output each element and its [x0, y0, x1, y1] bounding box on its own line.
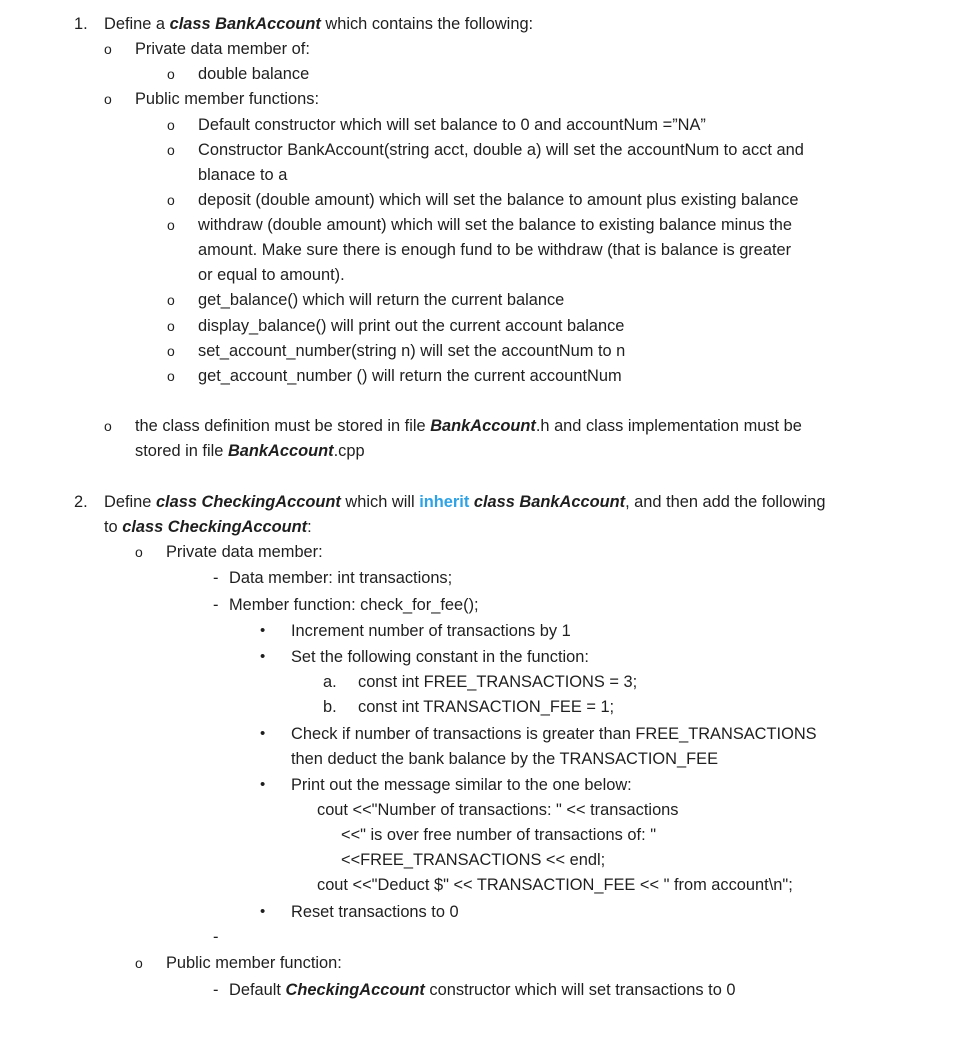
constant-line: const int FREE_TRANSACTIONS = 3; [358, 673, 638, 691]
file-note-cont [135, 441, 365, 461]
circle-bullet: o [167, 368, 175, 384]
circle-bullet: o [135, 544, 143, 560]
alpha-marker: b. [323, 698, 337, 716]
text-run: to [104, 518, 123, 536]
private-label: Private data member: [166, 543, 323, 561]
circle-bullet: o [167, 117, 175, 133]
disc-bullet: • [260, 903, 266, 920]
code-line: <<" is over free number of transactions of: " [341, 826, 657, 844]
dash-bullet: - [213, 928, 219, 946]
step-item: Reset transactions to 0 [291, 903, 459, 921]
step-item: Set the following constant in the function: [291, 648, 589, 666]
function-item-cont: amount. Make sure there is enough fund to be withdraw (that is balance is greater [198, 241, 792, 259]
class-name: class BankAccount [169, 15, 321, 33]
section2-heading [104, 492, 826, 512]
circle-bullet: o [167, 292, 175, 308]
text-run: stored in file [135, 442, 228, 460]
private-label: Private data member of: [135, 40, 310, 58]
text-run: which will [340, 493, 420, 511]
step-item: Check if number of transactions is greater than FREE_TRANSACTIONS [291, 725, 817, 743]
circle-bullet: o [135, 955, 143, 971]
text-run: Define a [104, 15, 170, 33]
circle-bullet: o [104, 41, 112, 57]
circle-bullet: o [167, 66, 175, 82]
dash-bullet: - [213, 981, 219, 999]
function-item-cont: or equal to amount). [198, 266, 345, 284]
function-item: set_account_number(string n) will set the accountNum to n [198, 342, 626, 360]
public-label: Public member functions: [135, 90, 320, 108]
list-number: 2. [74, 493, 88, 511]
text-run: which contains the following: [320, 15, 534, 33]
step-item-cont: then deduct the bank balance by the TRANSACTION_FEE [291, 750, 718, 768]
class-name: CheckingAccount [285, 981, 425, 999]
step-item: Print out the message similar to the one below: [291, 776, 632, 794]
circle-bullet: o [167, 217, 175, 233]
function-item: Constructor BankAccount(string acct, double a) will set the accountNum to acct and [198, 141, 804, 159]
data-member-line: Data member: int transactions; [229, 569, 453, 587]
class-name: class BankAccount [473, 493, 626, 511]
function-item: get_balance() which will return the current balance [198, 291, 565, 309]
text-run: the class definition must be stored in file [135, 417, 431, 435]
code-line: cout <<"Deduct $" << TRANSACTION_FEE << " from account\n"; [317, 876, 793, 894]
circle-bullet: o [167, 318, 175, 334]
function-item: get_account_number () will return the current accountNum [198, 367, 622, 385]
class-name: class CheckingAccount [155, 493, 341, 511]
circle-bullet: o [104, 91, 112, 107]
text-run: .cpp [333, 442, 365, 460]
constructor-line [229, 980, 735, 1000]
class-name: class CheckingAccount [122, 518, 308, 536]
text-run: .h and class implementation must be [535, 417, 802, 435]
public-label: Public member function: [166, 954, 342, 972]
code-line: cout <<"Number of transactions: " << transactions [317, 801, 679, 819]
text-run: Default [229, 981, 286, 999]
constant-line: const int TRANSACTION_FEE = 1; [358, 698, 615, 716]
function-item: display_balance() will print out the current account balance [198, 317, 625, 335]
function-item-cont: blanace to a [198, 166, 288, 184]
disc-bullet: • [260, 776, 266, 793]
code-line: <<FREE_TRANSACTIONS << endl; [341, 851, 606, 869]
text-run: Define [104, 493, 156, 511]
member-function-line: Member function: check_for_fee(); [229, 596, 479, 614]
disc-bullet: • [260, 622, 266, 639]
function-item: deposit (double amount) which will set the balance to amount plus existing balance [198, 191, 799, 209]
text-run: constructor which will set transactions to 0 [424, 981, 736, 999]
function-item: withdraw (double amount) which will set the balance to existing balance minus the [198, 216, 793, 234]
file-note [135, 416, 802, 436]
section2-heading-cont [104, 517, 312, 537]
list-number: 1. [74, 15, 88, 33]
inherit-link[interactable]: inherit [419, 493, 470, 511]
text-run: , and then add the following [625, 493, 826, 511]
file-name: BankAccount [227, 442, 334, 460]
private-item: double balance [198, 65, 310, 83]
file-name: BankAccount [430, 417, 536, 435]
circle-bullet: o [167, 142, 175, 158]
dash-bullet: - [213, 596, 219, 614]
text-run: : [307, 518, 312, 536]
dash-bullet: - [213, 569, 219, 587]
function-item: Default constructor which will set balance to 0 and accountNum =”NA” [198, 116, 706, 134]
alpha-marker: a. [323, 673, 337, 691]
circle-bullet: o [104, 418, 112, 434]
section1-heading [104, 14, 533, 34]
circle-bullet: o [167, 192, 175, 208]
circle-bullet: o [167, 343, 175, 359]
step-item: Increment number of transactions by 1 [291, 622, 571, 640]
disc-bullet: • [260, 648, 266, 665]
disc-bullet: • [260, 725, 266, 742]
